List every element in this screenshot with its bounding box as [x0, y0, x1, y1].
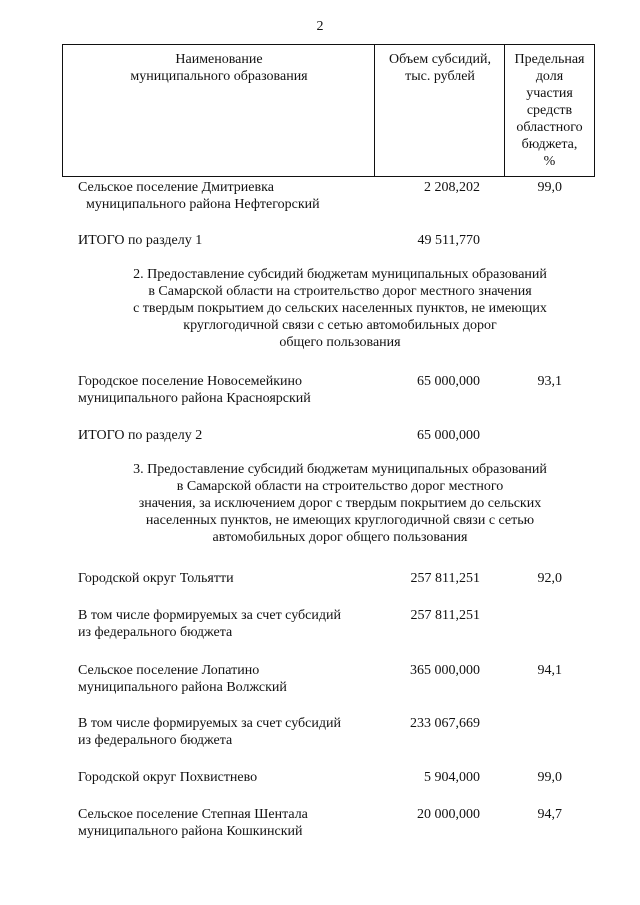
row-share: 92,0 [537, 571, 562, 586]
row-name-line: муниципального района Нефтегорский [86, 197, 320, 212]
header-col-share-line: средств [526, 103, 573, 118]
row-name [78, 570, 378, 587]
row-name-line: Городской округ Тольятти [78, 571, 234, 586]
row-name-line: Сельское поселение Степная Шентала [78, 807, 308, 822]
section-title-line: значения, за исключением дорог с твердым покрытием до сельских [138, 496, 542, 511]
row-name-line: ИТОГО по разделу 1 [78, 233, 203, 248]
row-name-line: Сельское поселение Дмитриевка [78, 180, 274, 195]
header-col-volume [374, 44, 505, 177]
row-share: 94,7 [537, 807, 562, 822]
row-name-line: из федерального бюджета [78, 733, 233, 748]
row-share: 99,0 [537, 180, 562, 195]
section-title-line: общего пользования [279, 335, 401, 350]
section-title-line: 2. Предоставление субсидий бюджетам муниципальных образований [133, 267, 547, 282]
page-number: 2 [316, 19, 324, 34]
section-title-line: в Самарской области на строительство дорог местного [176, 479, 504, 494]
row-volume: 233 067,669 [410, 716, 480, 731]
row-name-line: муниципального района Красноярский [78, 391, 311, 406]
row-name-line: муниципального района Волжский [78, 680, 287, 695]
row-volume: 257 811,251 [410, 608, 480, 623]
header-col-volume-line: Объем субсидий, [389, 52, 491, 67]
row-share: 93,1 [537, 374, 562, 389]
row-volume: 20 000,000 [417, 807, 480, 822]
section-title-line: в Самарской области на строительство дорог местного значения [148, 284, 532, 299]
section-title [80, 461, 600, 546]
section-title-line: круглогодичной связи с сетью автомобильных дорог [183, 318, 497, 333]
header-col-share-line: доля [535, 69, 564, 84]
row-name [78, 427, 378, 444]
header-col-share [504, 44, 595, 177]
row-volume: 2 208,202 [424, 180, 480, 195]
row-name [78, 607, 378, 641]
header-col-name-line: Наименование [175, 52, 263, 67]
row-name [78, 232, 378, 249]
row-name-line: Городское поселение Новосемейкино [78, 374, 303, 389]
row-name-line: В том числе формируемых за счет субсидий [78, 716, 341, 731]
row-volume: 365 000,000 [410, 663, 480, 678]
row-share: 99,0 [537, 770, 562, 785]
section-title-line: населенных пунктов, не имеющих круглогодичной связи с сетью [145, 513, 535, 528]
row-name-line: Сельское поселение Лопатино [78, 663, 260, 678]
row-name-line: В том числе формируемых за счет субсидий [78, 608, 341, 623]
row-share: 94,1 [537, 663, 562, 678]
header-col-name [62, 44, 375, 177]
row-name [78, 769, 378, 786]
row-volume: 49 511,770 [417, 233, 480, 248]
row-name-line: Городской округ Похвистнево [78, 770, 258, 785]
row-name [78, 373, 378, 407]
header-col-share-line: бюджета, [521, 137, 578, 152]
row-volume: 5 904,000 [424, 770, 480, 785]
row-volume: 65 000,000 [417, 374, 480, 389]
header-col-share-line: Предельная [514, 52, 585, 67]
row-name [78, 806, 378, 840]
row-name-line: из федерального бюджета [78, 625, 233, 640]
header-col-volume-line: тыс. рублей [405, 69, 475, 84]
section-title-line: с твердым покрытием до сельских населенных пунктов, не имеющих [133, 301, 547, 316]
section-title-line: автомобильных дорог общего пользования [212, 530, 468, 545]
header-col-share-line: участия [526, 86, 573, 101]
header-col-share-line: областного [516, 120, 583, 135]
header-col-name-line: муниципального образования [130, 69, 308, 84]
row-name [78, 715, 378, 749]
row-name-line: ИТОГО по разделу 2 [78, 428, 203, 443]
row-name-line: муниципального района Кошкинский [78, 824, 303, 839]
row-volume: 257 811,251 [410, 571, 480, 586]
header-col-share-line: % [543, 154, 556, 169]
row-name [78, 662, 378, 696]
row-name [78, 179, 378, 213]
row-volume: 65 000,000 [417, 428, 480, 443]
section-title-line: 3. Предоставление субсидий бюджетам муниципальных образований [133, 462, 547, 477]
section-title [80, 266, 600, 351]
